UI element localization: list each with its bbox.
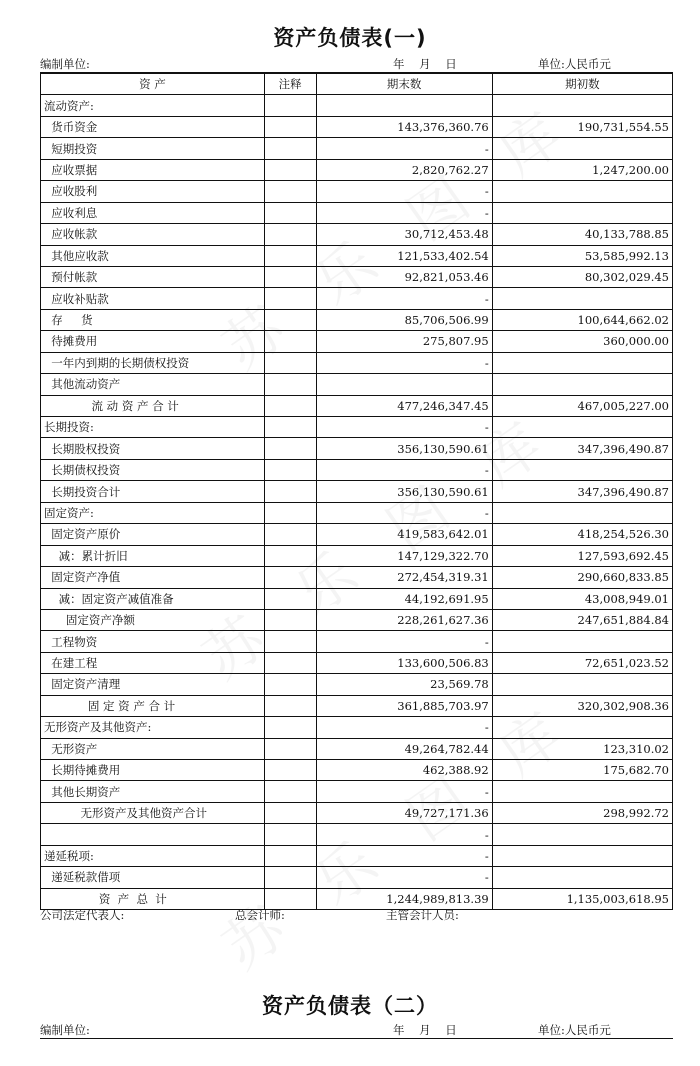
row-begin-value: 100,644,662.02 <box>492 309 672 330</box>
row-end-value: 272,454,319.31 <box>316 567 492 588</box>
row-end-value: 49,727,171.36 <box>316 802 492 823</box>
row-begin-value: 127,593,692.45 <box>492 545 672 566</box>
row-label: 存 货 <box>41 309 265 330</box>
table-row <box>41 524 673 545</box>
table-row <box>41 159 673 180</box>
row-label: 长期投资: <box>41 417 265 438</box>
row-note <box>264 674 316 695</box>
row-begin-value: 247,651,884.84 <box>492 609 672 630</box>
row-label: 递延税项: <box>41 845 265 866</box>
sheet2-title: 资产负债表（二） <box>262 994 438 1018</box>
row-note <box>264 159 316 180</box>
row-label: 在建工程 <box>41 652 265 673</box>
row-note <box>264 116 316 137</box>
sheet1-currency-label: 单位:人民币元 <box>538 57 611 71</box>
header-end: 期末数 <box>316 74 492 95</box>
row-begin-value <box>492 781 672 802</box>
row-begin-value: 1,135,003,618.95 <box>492 888 672 909</box>
signature-line <box>40 907 673 923</box>
row-note <box>264 631 316 652</box>
table-row <box>41 802 673 823</box>
row-begin-value <box>492 502 672 523</box>
row-begin-value: 80,302,029.45 <box>492 266 672 287</box>
table-row <box>41 245 673 266</box>
row-label: 无形资产 <box>41 738 265 759</box>
table-row <box>41 652 673 673</box>
row-end-value <box>316 374 492 395</box>
row-label: 长期待摊费用 <box>41 760 265 781</box>
row-begin-value: 190,731,554.55 <box>492 116 672 137</box>
row-label: 其他流动资产 <box>41 374 265 395</box>
row-label: 流动资产: <box>41 95 265 116</box>
row-end-value: 147,129,322.70 <box>316 545 492 566</box>
sheet1-meta-line <box>40 54 673 73</box>
row-begin-value <box>492 674 672 695</box>
table-row <box>41 781 673 802</box>
row-label: 递延税款借项 <box>41 867 265 888</box>
row-note <box>264 438 316 459</box>
chief-accountant-label: 总会计师: <box>235 908 285 922</box>
row-label: 预付帐款 <box>41 266 265 287</box>
table-row <box>41 738 673 759</box>
table-row <box>41 867 673 888</box>
table-row <box>41 438 673 459</box>
row-note <box>264 781 316 802</box>
row-label: 应收股利 <box>41 181 265 202</box>
table-row <box>41 631 673 652</box>
row-end-value: 133,600,506.83 <box>316 652 492 673</box>
row-begin-value <box>492 417 672 438</box>
header-note: 注释 <box>264 74 316 95</box>
row-note <box>264 545 316 566</box>
table-row <box>41 545 673 566</box>
row-label: 短期投资 <box>41 138 265 159</box>
row-label: 长期投资合计 <box>41 481 265 502</box>
row-end-value: - <box>316 138 492 159</box>
row-begin-value: 347,396,490.87 <box>492 438 672 459</box>
row-label: 固定资产净额 <box>41 609 265 630</box>
table-header-row <box>41 74 673 95</box>
table-row <box>41 717 673 738</box>
row-label: 无形资产及其他资产合计 <box>41 802 265 823</box>
row-label: 应收利息 <box>41 202 265 223</box>
row-label: 长期债权投资 <box>41 459 265 480</box>
row-end-value: 23,569.78 <box>316 674 492 695</box>
row-end-value: 419,583,642.01 <box>316 524 492 545</box>
row-end-value: 462,388.92 <box>316 760 492 781</box>
table-row <box>41 374 673 395</box>
row-note <box>264 181 316 202</box>
row-label: 减：固定资产减值准备 <box>41 588 265 609</box>
row-end-value: - <box>316 631 492 652</box>
table-row <box>41 202 673 223</box>
row-begin-value: 72,651,023.52 <box>492 652 672 673</box>
row-note <box>264 374 316 395</box>
row-end-value: 356,130,590.61 <box>316 481 492 502</box>
row-begin-value: 347,396,490.87 <box>492 481 672 502</box>
table-row <box>41 695 673 716</box>
row-note <box>264 352 316 373</box>
row-begin-value <box>492 138 672 159</box>
row-label: 应收补贴款 <box>41 288 265 309</box>
row-begin-value <box>492 459 672 480</box>
row-label: 固定资产净值 <box>41 567 265 588</box>
row-note <box>264 95 316 116</box>
table-row <box>41 609 673 630</box>
table-row <box>41 845 673 866</box>
table-row <box>41 760 673 781</box>
row-label: 流 动 资 产 合 计 <box>41 395 265 416</box>
table-row <box>41 352 673 373</box>
table-row <box>41 181 673 202</box>
table-row <box>41 674 673 695</box>
row-begin-value: 290,660,833.85 <box>492 567 672 588</box>
row-end-value: 49,264,782.44 <box>316 738 492 759</box>
row-note <box>264 717 316 738</box>
sheet1-unit-label: 编制单位: <box>40 57 90 71</box>
row-begin-value: 40,133,788.85 <box>492 224 672 245</box>
row-note <box>264 417 316 438</box>
supervisor-label: 主管会计人员: <box>386 908 459 922</box>
table-row <box>41 116 673 137</box>
row-begin-value <box>492 181 672 202</box>
row-begin-value: 1,247,200.00 <box>492 159 672 180</box>
row-end-value: 361,885,703.97 <box>316 695 492 716</box>
row-note <box>264 266 316 287</box>
table-row <box>41 288 673 309</box>
table-row <box>41 224 673 245</box>
row-note <box>264 309 316 330</box>
row-label: 一年内到期的长期债权投资 <box>41 352 265 373</box>
row-label: 工程物资 <box>41 631 265 652</box>
row-note <box>264 202 316 223</box>
row-end-value <box>316 95 492 116</box>
table-row <box>41 138 673 159</box>
row-end-value: 1,244,989,813.39 <box>316 888 492 909</box>
sheet2-meta-line <box>40 1020 673 1039</box>
row-begin-value: 43,008,949.01 <box>492 588 672 609</box>
row-note <box>264 738 316 759</box>
row-end-value: 143,376,360.76 <box>316 116 492 137</box>
sheet2-currency-label: 单位:人民币元 <box>538 1023 611 1037</box>
row-begin-value <box>492 867 672 888</box>
row-end-value: - <box>316 202 492 223</box>
row-end-value: 356,130,590.61 <box>316 438 492 459</box>
row-end-value: 275,807.95 <box>316 331 492 352</box>
row-note <box>264 459 316 480</box>
row-label: 固定资产清理 <box>41 674 265 695</box>
row-note <box>264 652 316 673</box>
row-note <box>264 802 316 823</box>
row-note <box>264 224 316 245</box>
row-note <box>264 481 316 502</box>
row-label: 待摊费用 <box>41 331 265 352</box>
table-row <box>41 588 673 609</box>
row-begin-value <box>492 95 672 116</box>
sheet1-date-label: 年 月 日 <box>393 57 457 71</box>
table-row <box>41 266 673 287</box>
row-end-value: - <box>316 845 492 866</box>
row-end-value: - <box>316 181 492 202</box>
row-note <box>264 695 316 716</box>
row-end-value: 92,821,053.46 <box>316 266 492 287</box>
row-end-value: - <box>316 417 492 438</box>
row-end-value: - <box>316 352 492 373</box>
row-begin-value: 320,302,908.36 <box>492 695 672 716</box>
table-row <box>41 481 673 502</box>
row-end-value: - <box>316 459 492 480</box>
row-begin-value <box>492 631 672 652</box>
row-end-value: 2,820,762.27 <box>316 159 492 180</box>
row-note <box>264 867 316 888</box>
row-begin-value <box>492 717 672 738</box>
sheet2-unit-label: 编制单位: <box>40 1023 90 1037</box>
header-begin: 期初数 <box>492 74 672 95</box>
sheet1-title: 资产负债表(一) <box>273 26 427 50</box>
row-end-value: 30,712,453.48 <box>316 224 492 245</box>
row-label: 其他应收款 <box>41 245 265 266</box>
row-end-value: 121,533,402.54 <box>316 245 492 266</box>
table-row <box>41 395 673 416</box>
row-note <box>264 245 316 266</box>
row-begin-value <box>492 845 672 866</box>
table-row <box>41 309 673 330</box>
row-end-value: - <box>316 288 492 309</box>
row-label: 货币资金 <box>41 116 265 137</box>
table-row <box>41 459 673 480</box>
row-note <box>264 502 316 523</box>
row-label: 应收票据 <box>41 159 265 180</box>
row-note <box>264 845 316 866</box>
row-note <box>264 588 316 609</box>
row-begin-value <box>492 288 672 309</box>
row-begin-value <box>492 352 672 373</box>
row-begin-value: 418,254,526.30 <box>492 524 672 545</box>
row-begin-value: 467,005,227.00 <box>492 395 672 416</box>
row-begin-value: 298,992.72 <box>492 802 672 823</box>
row-label: 资 产 总 计 <box>41 888 265 909</box>
row-label: 无形资产及其他资产: <box>41 717 265 738</box>
row-label: 固 定 资 产 合 计 <box>41 695 265 716</box>
row-label: 其他长期资产 <box>41 781 265 802</box>
row-begin-value <box>492 202 672 223</box>
table-row <box>41 824 673 845</box>
row-end-value: - <box>316 717 492 738</box>
row-note <box>264 567 316 588</box>
row-begin-value <box>492 824 672 845</box>
row-end-value: 228,261,627.36 <box>316 609 492 630</box>
sheet2-date-label: 年 月 日 <box>393 1023 457 1037</box>
row-note <box>264 288 316 309</box>
row-note <box>264 395 316 416</box>
row-label: 固定资产原价 <box>41 524 265 545</box>
row-end-value: - <box>316 867 492 888</box>
balance-sheet-table <box>40 73 673 910</box>
row-end-value: - <box>316 781 492 802</box>
row-label: 应收帐款 <box>41 224 265 245</box>
row-label: 减：累计折旧 <box>41 545 265 566</box>
row-end-value: 85,706,506.99 <box>316 309 492 330</box>
table-row <box>41 417 673 438</box>
row-note <box>264 609 316 630</box>
row-note <box>264 760 316 781</box>
table-row <box>41 95 673 116</box>
row-end-value: - <box>316 502 492 523</box>
row-note <box>264 524 316 545</box>
table-row <box>41 567 673 588</box>
table-row <box>41 502 673 523</box>
row-begin-value: 175,682.70 <box>492 760 672 781</box>
row-label: 长期股权投资 <box>41 438 265 459</box>
row-end-value: 477,246,347.45 <box>316 395 492 416</box>
row-label: 固定资产: <box>41 502 265 523</box>
row-note <box>264 138 316 159</box>
row-note <box>264 824 316 845</box>
row-begin-value: 360,000.00 <box>492 331 672 352</box>
row-end-value: 44,192,691.95 <box>316 588 492 609</box>
row-begin-value: 53,585,992.13 <box>492 245 672 266</box>
legal-rep-label: 公司法定代表人: <box>40 908 125 922</box>
row-end-value: - <box>316 824 492 845</box>
row-begin-value <box>492 374 672 395</box>
row-label <box>41 824 265 845</box>
row-begin-value: 123,310.02 <box>492 738 672 759</box>
row-note <box>264 331 316 352</box>
table-row <box>41 331 673 352</box>
header-item: 资 产 <box>41 74 265 95</box>
